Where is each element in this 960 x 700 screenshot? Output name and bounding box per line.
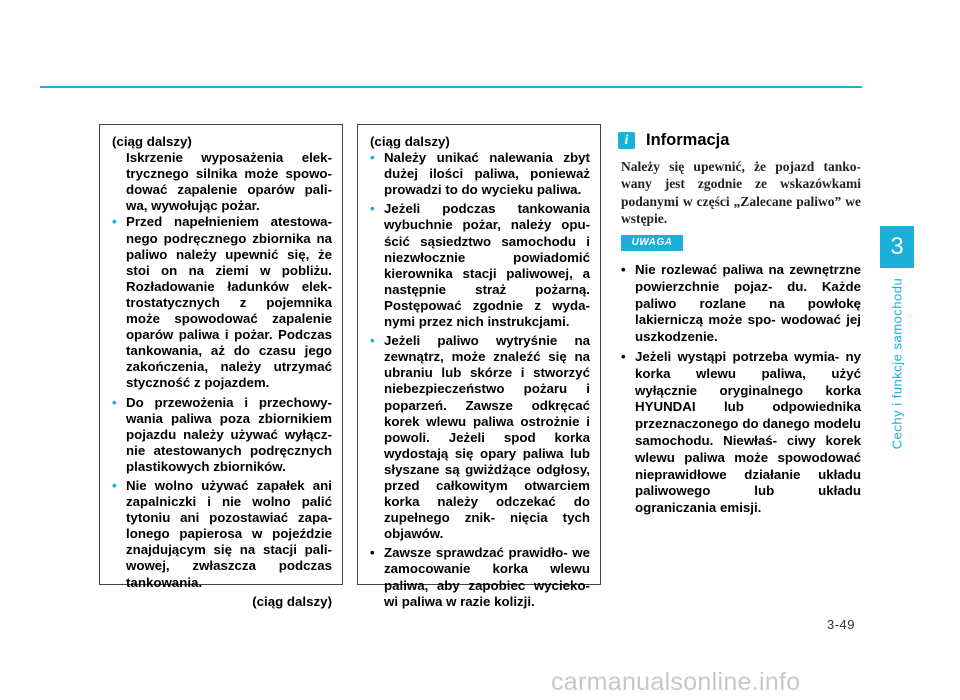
continued-label: (ciąg dalszy): [370, 134, 450, 149]
bullet-icon: •: [112, 477, 117, 493]
chapter-title: Cechy i funkcje samochodu: [889, 277, 905, 450]
info-header: [618, 128, 729, 152]
list-item-text: Jeżeli paliwo wytryśnie na zewnątrz, może znaleźć się na ubraniu lub skórze i stworzyć niebezpieczeństwo pożaru i poparzeń. Zawsze odkręcać korek wlewu paliwa ostrożnie i powoli. Jeżeli spod korka wydostają się opary paliwa lub słyszane są gwiżdżące odgłosy, przed całkowitym otwarciem korka należy odczekać do zupełnego znik- nięcia tych objawów.: [384, 333, 590, 542]
caution-list: [621, 262, 861, 520]
list-item-text: Do przewożenia i przechowy- wania paliwa poza zbiornikiem pojazdu należy używać wyłącz- nie atestowanych podręcznych plastikowych zbiorników.: [126, 394, 332, 474]
list-item: [621, 349, 861, 517]
bullet-icon: •: [370, 333, 375, 349]
info-text: Należy się upewnić, że pojazd tanko- wany jest zgodnie ze wskazówkami podanymi w części „Zalecane paliwo” we wstępie.: [621, 159, 861, 227]
list-item: [112, 395, 332, 475]
warning-box-1: [99, 124, 343, 609]
list-item: [370, 201, 590, 330]
info-icon: i: [618, 132, 635, 149]
bullet-icon: •: [112, 214, 117, 230]
list-item-text: Jeżeli wystąpi potrzeba wymia- ny korka wlewu paliwa, użyć wyłącznie oryginalnego korka HYUNDAI lub odpowiednika przeznaczonego do danego modelu samochodu. Niewłaś- ciwy korek wlewu paliwa może spowodować nieprawidłowe działanie układu paliwowego lub układu ograniczania emisji.: [635, 348, 861, 516]
bullet-icon: •: [621, 262, 626, 277]
list-item: [112, 214, 332, 391]
continued-label: (ciąg dalszy): [112, 134, 192, 149]
info-title: Informacja: [646, 130, 730, 149]
list-item-text: Jeżeli podczas tankowania wybuchnie pożar, należy opu- ścić sąsiedztwo samochodu i niezwłocznie powiadomić kierownika stacji paliwowej, a następnie straż pożarną. Postępować zgodnie z wyda- nymi przez nich instrukcjami.: [384, 201, 590, 330]
watermark: carmanualsonline.info: [551, 668, 801, 696]
page-number: 3-49: [827, 617, 856, 632]
list-item: [370, 545, 590, 609]
bullet-icon: •: [112, 394, 117, 410]
list-item-text: Zawsze sprawdzać prawidło- we zamocowanie korka wlewu paliwa, aby zapobiec wycieko- wi paliwa w razie kolizji.: [384, 545, 590, 609]
bullet-icon: •: [621, 348, 626, 364]
bullet-icon: •: [370, 201, 375, 217]
warning-paragraph: Iskrzenie wyposażenia elek- trycznego silnika może spowo- dować zapalenie oparów pali- wa, wywołując pożar.: [126, 150, 332, 214]
chapter-number-badge: 3: [880, 226, 914, 268]
bullet-icon: •: [370, 150, 375, 166]
chapter-tab: [880, 268, 914, 473]
list-item: [112, 478, 332, 591]
warning-box-2: [357, 124, 601, 609]
list-item-text: Przed napełnieniem atestowa- nego podręcznego zbiornika na paliwo należy upewnić się, że stoi on na ziemi w pobliżu. Rozładowanie ładunków elek- trostatycznych z pojemnika może spowodować zapalenie oparów paliwa i pożar. Podczas tankowania, aż do czasu jego zakończenia, należy utrzymać styczność z pojazdem.: [126, 214, 332, 391]
list-item: [370, 333, 590, 542]
list-item: [370, 150, 590, 198]
list-item-text: Nie rozlewać paliwa na zewnętrzne powierzchnie pojaz- du. Każde paliwo rozlane na powłokę lakierniczą może spo- wodować jej uszkodzenie.: [635, 262, 861, 345]
bullet-icon: •: [370, 545, 375, 561]
list-item: [621, 262, 861, 346]
list-item-text: Należy unikać nalewania zbyt dużej ilości paliwa, ponieważ prowadzi to do wycieku paliwa.: [384, 150, 590, 198]
caution-badge: UWAGA: [621, 235, 683, 251]
continued-label: (ciąg dalszy): [252, 593, 332, 609]
top-divider: [40, 86, 862, 88]
list-item-text: Nie wolno używać zapałek ani zapalniczki i nie wolno palić tytoniu ani pozostawiać zapa- lonego papierosa w pojeździe znajdującym się na stacji pali- wowej, zwłaszcza podczas tankowania.: [126, 477, 332, 590]
